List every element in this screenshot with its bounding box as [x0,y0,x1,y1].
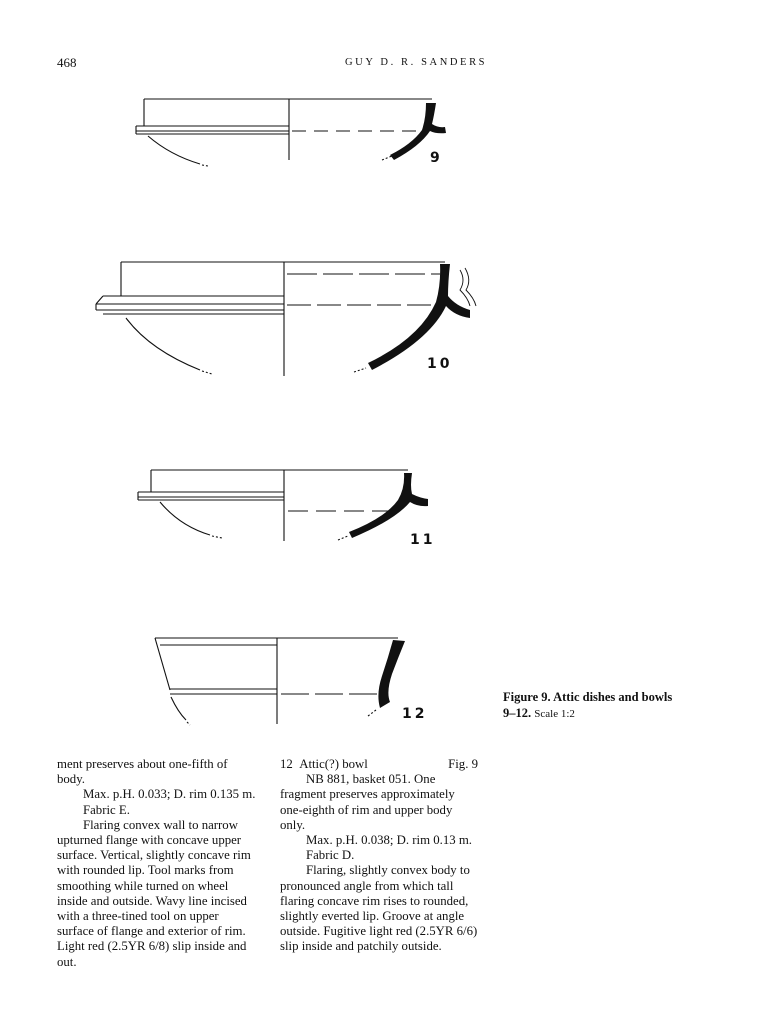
profile-section-12 [378,640,405,708]
page-number: 468 [57,55,77,70]
fabric-text: Fabric E. [83,802,130,817]
profile-drawing-9 [136,99,432,166]
profile-drawing-10 [96,262,476,376]
figure-label-9: 9 [430,150,443,166]
description-text: Flaring convex wall to narrow upturned flange with concave upper surface. Vertical, slightly concave rim with rounded lip. Tool marks from smoothing while turned on wheel inside and outside. Wavy line incised with a three-tined tool on upper surface of flange and exterior of rim. Light red (2.5YR 6/8) slip inside and out. [57,817,251,969]
profile-section-11 [349,473,428,538]
figure-reference: Fig. 9 [448,757,478,771]
catalogue-entry-heading [280,757,478,772]
dimensions-text: Max. p.H. 0.038; D. rim 0.13 m. [306,833,472,848]
caption-scale: Scale 1:2 [534,708,575,720]
left-text-column [57,757,257,970]
running-head-author: GUY D. R. SANDERS [345,57,488,68]
entry-title: Attic(?) bowl [299,757,368,771]
entry-number: 12 [280,757,293,771]
continued-preservation-text: ment preserves about one-fifth of body. [57,757,228,787]
right-text-column [280,757,478,955]
figure-label-10: 10 [427,356,453,372]
figure-label-11: 11 [410,532,436,548]
profile-section-10 [368,264,470,370]
description-text: Flaring, slightly convex body to pronounced angle from which tall flaring concave rim rises to rounded, slightly everted lip. Groove at angle outside. Fugitive light red (2.5YR 6/6) slip inside and patchily outside. [280,863,478,954]
figure-caption [503,689,693,722]
caption-range: 9–12. [503,706,532,720]
fabric-text: Fabric D. [306,848,355,863]
profile-drawing-12 [155,638,398,725]
dimensions-text: Max. p.H. 0.033; D. rim 0.135 m. [83,787,256,802]
caption-title: Figure 9. Attic dishes and bowls [503,690,673,704]
figure-label-12: 12 [402,706,428,722]
inventory-text: NB 881, basket 051. One fragment preserves approximately one-eighth of rim and upper body only. [280,772,455,832]
